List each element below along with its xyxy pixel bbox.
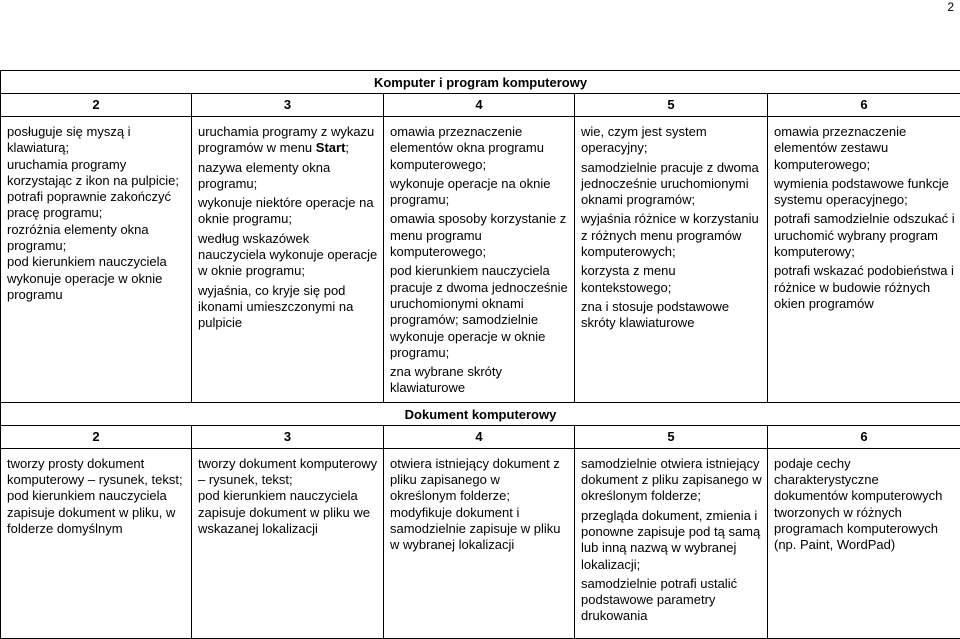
list-item: rozróżnia elementy okna programu; bbox=[7, 222, 186, 255]
list-item: pod kierunkiem nauczyciela zapisuje dokument w pliku we wskazanej lokalizacji bbox=[198, 488, 378, 537]
list-item: uruchamia programy korzystając z ikon na pulpicie; bbox=[7, 157, 186, 190]
list-item: wykonuje niektóre operacje na oknie programu; bbox=[198, 195, 378, 228]
grade-header-2: 2 bbox=[1, 425, 192, 448]
list-item: posługuje się myszą i klawiaturą; bbox=[7, 124, 186, 157]
s2-grade3-cell bbox=[192, 448, 384, 638]
list-item: pod kierunkiem nauczyciela zapisuje dokument w pliku, w folderze domyślnym bbox=[7, 488, 186, 537]
grade-header-4: 4 bbox=[384, 94, 575, 117]
grade-header-2: 2 bbox=[1, 94, 192, 117]
list-item: wyjaśnia, co kryje się pod ikonami umieszczonymi na pulpicie bbox=[198, 283, 378, 332]
grade-header-row bbox=[1, 425, 960, 448]
s2-grade2-cell bbox=[1, 448, 192, 638]
list-item bbox=[198, 124, 378, 157]
list-item: omawia przeznaczenie elementów zestawu komputerowego; bbox=[774, 124, 955, 173]
grade-header-3: 3 bbox=[192, 425, 384, 448]
list-item: samodzielnie otwiera istniejący dokument z pliku zapisanego w określonym folderze; bbox=[581, 456, 762, 505]
s1-grade4-cell bbox=[384, 117, 575, 403]
grade-header-6: 6 bbox=[768, 425, 960, 448]
grade-header-3: 3 bbox=[192, 94, 384, 117]
list-item: korzysta z menu kontekstowego; bbox=[581, 263, 762, 296]
text-fragment: uruchamia programy z wykazu programów w menu bbox=[198, 124, 374, 155]
list-item: tworzy dokument komputerowy – rysunek, tekst; bbox=[198, 456, 378, 489]
list-item: zna i stosuje podstawowe skróty klawiaturowe bbox=[581, 299, 762, 332]
s1-grade3-cell bbox=[192, 117, 384, 403]
list-item: wyjaśnia różnice w korzystaniu z różnych menu programów komputerowych; bbox=[581, 211, 762, 260]
list-item: wymienia podstawowe funkcje systemu operacyjnego; bbox=[774, 176, 955, 209]
list-item: omawia przeznaczenie elementów okna programu komputerowego; bbox=[390, 124, 569, 173]
list-item: potrafi poprawnie zakończyć pracę programu; bbox=[7, 189, 186, 222]
grade-header-6: 6 bbox=[768, 94, 960, 117]
s2-grade6-cell bbox=[768, 448, 960, 638]
requirements-table bbox=[0, 70, 960, 639]
list-item: pod kierunkiem nauczyciela wykonuje operacje w oknie programu bbox=[7, 254, 186, 303]
list-item: podaje cechy charakterystyczne dokumentów komputerowych tworzonych w różnych programach komputerowych (np. Paint, WordPad) bbox=[774, 456, 955, 554]
list-item: otwiera istniejący dokument z pliku zapisanego w określonym folderze; bbox=[390, 456, 569, 505]
section2-content-row bbox=[1, 448, 960, 638]
list-item: potrafi wskazać podobieństwa i różnice w budowie różnych okien programów bbox=[774, 263, 955, 312]
s1-grade5-cell bbox=[575, 117, 768, 403]
list-item: według wskazówek nauczyciela wykonuje operacje w oknie programu; bbox=[198, 231, 378, 280]
s1-grade2-cell bbox=[1, 117, 192, 403]
s2-grade4-cell bbox=[384, 448, 575, 638]
text-fragment: ; bbox=[345, 140, 349, 155]
list-item: tworzy prosty dokument komputerowy – rysunek, tekst; bbox=[7, 456, 186, 489]
list-item: pod kierunkiem nauczyciela pracuje z dwoma jednocześnie uruchomionymi oknami programów; samodzielnie wykonuje operacje w oknie programu; bbox=[390, 263, 569, 361]
page-number: 2 bbox=[947, 0, 954, 14]
section1-content-row bbox=[1, 117, 960, 403]
list-item: nazywa elementy okna programu; bbox=[198, 160, 378, 193]
list-item: zna wybrane skróty klawiaturowe bbox=[390, 364, 569, 397]
grade-header-5: 5 bbox=[575, 425, 768, 448]
list-item: modyfikuje dokument i samodzielnie zapisuje w pliku w wybranej lokalizacji bbox=[390, 505, 569, 554]
list-item: potrafi samodzielnie odszukać i uruchomić wybrany program komputerowy; bbox=[774, 211, 955, 260]
s1-grade6-cell bbox=[768, 117, 960, 403]
s2-grade5-cell bbox=[575, 448, 768, 638]
grade-header-4: 4 bbox=[384, 425, 575, 448]
start-menu-label: Start bbox=[316, 140, 346, 155]
list-item: wie, czym jest system operacyjny; bbox=[581, 124, 762, 157]
section-title-dokument: Dokument komputerowy bbox=[1, 402, 960, 425]
list-item: samodzielnie potrafi ustalić podstawowe parametry drukowania bbox=[581, 576, 762, 625]
list-item: samodzielnie pracuje z dwoma jednocześnie uruchomionymi oknami programów; bbox=[581, 160, 762, 209]
grade-header-row bbox=[1, 94, 960, 117]
section-title-komputer: Komputer i program komputerowy bbox=[1, 71, 960, 94]
list-item: omawia sposoby korzystanie z menu programu komputerowego; bbox=[390, 211, 569, 260]
list-item: wykonuje operacje na oknie programu; bbox=[390, 176, 569, 209]
grade-header-5: 5 bbox=[575, 94, 768, 117]
list-item: przegląda dokument, zmienia i ponowne zapisuje pod tą samą lub inną nazwą w wybranej lokalizacji; bbox=[581, 508, 762, 573]
